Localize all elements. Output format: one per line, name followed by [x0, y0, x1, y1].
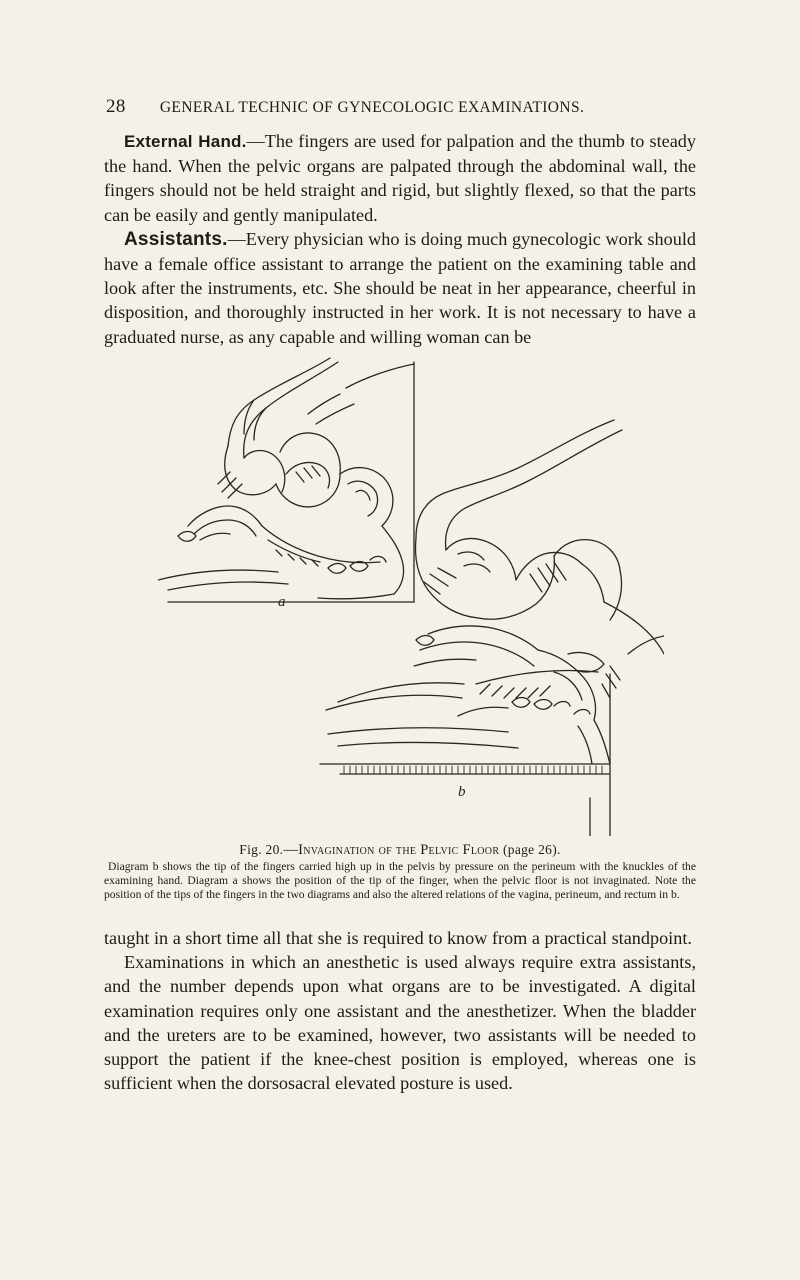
text-external-hand: —The fingers are used for palpation and the thumb to steady the hand. When the pelvic organs are palpated through the abdominal wall, the fingers should not be held straight and rigid, but slightly flexed, so that the parts can be easily and gently manipulated.	[104, 131, 696, 225]
page-number: 28	[106, 96, 126, 117]
heading-assistants: Assistants.	[124, 228, 228, 250]
caption-number: Fig. 20.	[239, 842, 284, 857]
heading-external-hand: External Hand.	[124, 132, 247, 151]
diagram-b-label: b	[458, 784, 466, 800]
ruler-ticks	[344, 766, 602, 774]
paragraph-external-hand	[104, 129, 696, 227]
figure-caption-body: Diagram b shows the tip of the fingers carried high up in the pelvis by pressure on the perineum with the knuckles of the examining hand. Diagram a shows the position of the tip of the finger, when the pelvic floor is not invaginated. Note the position of the tips of the fingers in the two diagrams and also the altered relations of the vagina, perineum, and rectum in b.	[104, 860, 696, 901]
caption-title-text: —Invagination of the Pelvic Floor	[283, 842, 500, 858]
upper-text-block	[104, 129, 696, 349]
diagram-a-label: a	[278, 594, 286, 610]
lower-text-block	[104, 926, 696, 1095]
figure-caption-title	[104, 842, 696, 859]
running-header	[106, 96, 696, 118]
diagram-a-drawing	[158, 358, 414, 599]
text-assistants: —Every physician who is doing much gynecologic work should have a female office assistant to arrange the patient on the examining table and look after the instruments, etc. She should be neat in her appearance, cheerful in disposition, and thoroughly instructed in her work. It is not necessary to have a graduated nurse, as any capable and willing woman can be	[104, 228, 696, 347]
running-title: GENERAL TECHNIC OF GYNECOLOGIC EXAMINATIONS.	[159, 99, 585, 116]
pelvic-floor-diagram	[158, 354, 664, 836]
paragraph-continued: taught in a short time all that she is required to know from a practical standpoint.	[104, 928, 692, 948]
paragraph-assistants	[104, 227, 696, 349]
paragraph-examinations: Examinations in which an anesthetic is used always require extra assistants, and the number depends upon what organs are to be investigated. A digital examination requires only one assistant and the anesthetizer. When the bladder and the ureters are to be examined, however, two assistants will be needed to support the patient if the knee-chest position is employed, whereas one is sufficient when the dorsosacral elevated posture is used.	[104, 952, 696, 1094]
caption-page-ref: (page 26).	[499, 842, 561, 857]
